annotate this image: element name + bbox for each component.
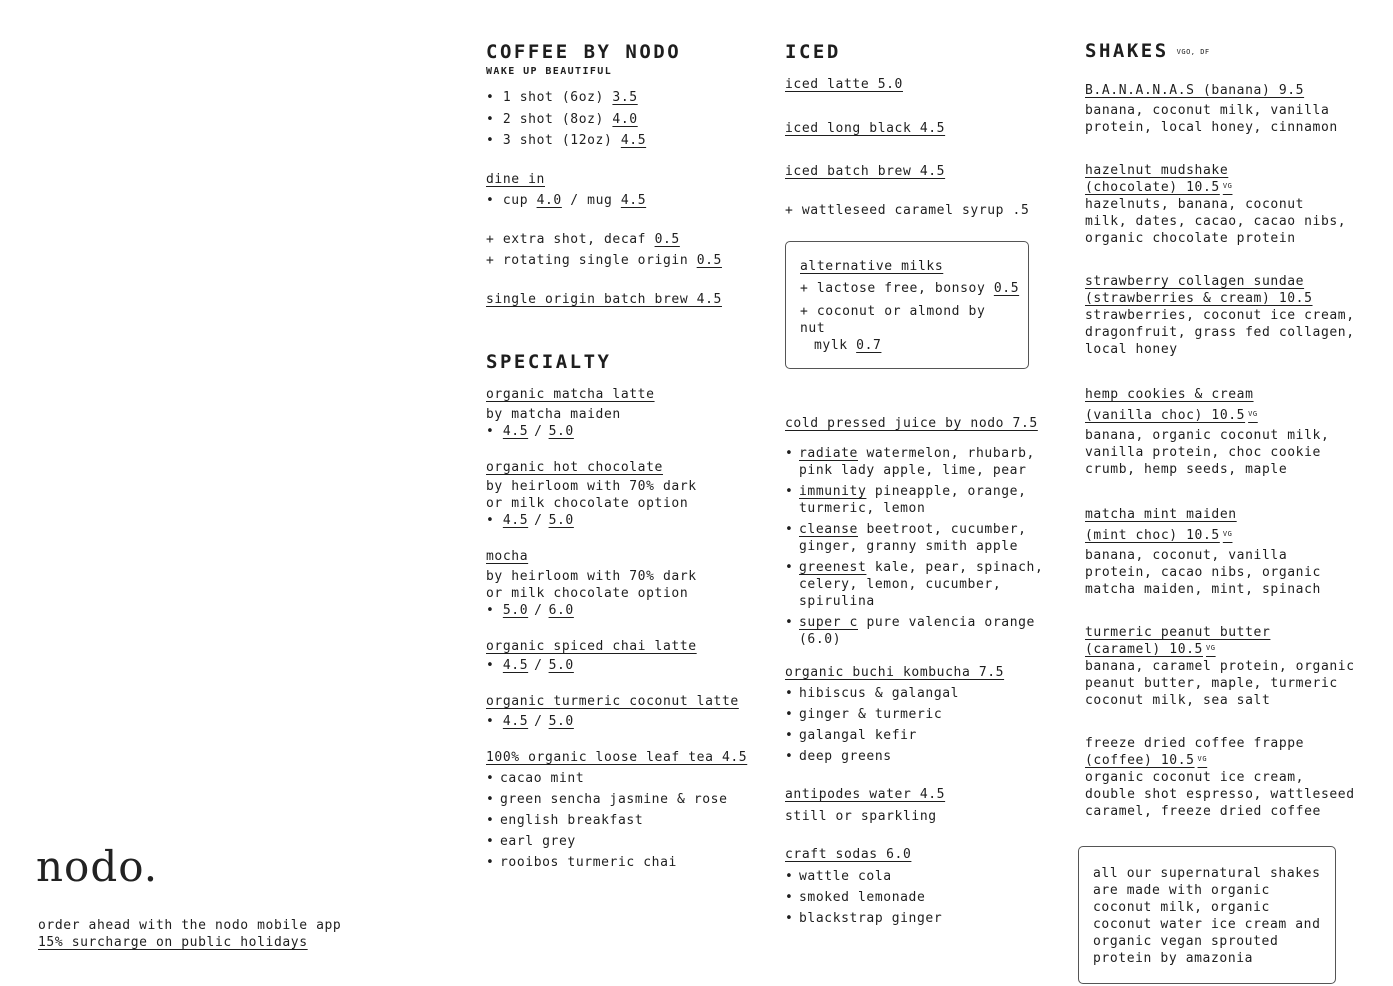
syrup-addon: + wattleseed caramel syrup .5: [785, 200, 1045, 222]
specialty-item: mocha by heirloom with 70% dark or milk chocolate option • 5.0 / 6.0: [486, 546, 756, 619]
kombucha-option: • deep greens: [785, 746, 1045, 767]
coffee-subtitle: WAKE UP BEAUTIFUL: [486, 66, 613, 77]
shot-item: • 2 shot (8oz) 4.0: [486, 109, 756, 131]
shakes-diet-tag: VGO, DF: [1176, 48, 1210, 56]
section-title-iced: ICED: [785, 41, 841, 63]
tea-option: • cacao mint: [486, 768, 756, 789]
shot-item: • 1 shot (6oz) 3.5: [486, 87, 756, 109]
kombucha-option: • galangal kefir: [785, 725, 1045, 746]
juice-item: • radiate watermelon, rhubarb, pink lady apple, lime, pear: [785, 445, 1045, 479]
shake-item: matcha mint maiden (mint choc) 10.5 $^{VG}$ banana, coconut, vanilla protein, cacao nibs, organic matcha maiden, mint, spinach: [1085, 506, 1321, 597]
kombucha-title: organic buchi kombucha 7.5: [785, 664, 1005, 680]
shake-item: turmeric peanut butter (caramel) 10.5 $^{VG}$ banana, caramel protein, organic peanut butter, maple, turmeric coconut milk, sea salt: [1085, 624, 1355, 708]
extra-item: + rotating single origin 0.5: [486, 250, 756, 272]
dine-in-prices: • cup 4.0 / mug 4.5: [486, 190, 756, 212]
shot-list: [486, 87, 756, 152]
juice-title: cold pressed juice by nodo 7.5: [785, 416, 1038, 431]
dine-in-title: dine in: [486, 171, 545, 187]
shake-item: freeze dried coffee frappe (coffee) 10.5 $^{VG}$ organic coconut ice cream, double shot espresso, wattleseed caramel, freeze dried coffee: [1085, 735, 1355, 819]
tea-option: • rooibos turmeric chai: [486, 852, 756, 873]
shake-item: hazelnut mudshake (chocolate) 10.5 $^{VG}$ hazelnuts, banana, coconut milk, dates, cacao, cacao nibs, organic chocolate protein: [1085, 162, 1347, 246]
juice-item: • immunity pineapple, orange, turmeric, lemon: [785, 483, 1045, 517]
soda-option: • blackstrap ginger: [785, 908, 1045, 929]
section-title-coffee: COFFEE BY NODO: [486, 41, 682, 63]
column-coffee: [486, 40, 756, 873]
juice-item: • super c pure valencia orange (6.0): [785, 614, 1045, 648]
batch-brew-item: single origin batch brew 4.5: [486, 291, 722, 307]
alternative-milks-box: alternative milks + lactose free, bonsoy 0.5 + coconut or almond by nut mylk 0.7: [785, 241, 1029, 369]
soda-option: • wattle cola: [785, 866, 1045, 887]
specialty-item: organic turmeric coconut latte • 4.5 / 5.0: [486, 691, 756, 730]
juice-list: [785, 445, 1045, 648]
kombucha-option: • hibiscus & galangal: [785, 683, 1045, 704]
shake-item: B.A.N.A.N.A.S (banana) 9.5 banana, coconut milk, vanilla protein, local honey, cinnamon: [1085, 83, 1338, 135]
specialty-item: organic matcha latte by matcha maiden • 4.5 / 5.0: [486, 384, 756, 440]
tea-section: 100% organic loose leaf tea 4.5 • cacao mint • green sencha jasmine & rose • english breakfast • earl grey • rooibos turmeric chai: [486, 747, 756, 874]
shakes-note-box: all our supernatural shakes are made with organic coconut milk, organic coconut water ice cream and organic vegan sprouted protein by amazonia: [1078, 846, 1336, 984]
juice-item: • cleanse beetroot, cucumber, ginger, granny smith apple: [785, 521, 1045, 555]
soda-option: • smoked lemonade: [785, 887, 1045, 908]
juice-item: • greenest kale, pear, spinach, celery, lemon, cucumber, spirulina: [785, 559, 1045, 610]
shake-item: strawberry collagen sundae (strawberries & cream) 10.5 strawberries, coconut ice cream, dragonfruit, grass fed collagen, local honey: [1085, 273, 1355, 357]
iced-item: iced latte 5.0: [785, 77, 903, 92]
iced-item: iced long black 4.5: [785, 120, 946, 136]
tea-option: • english breakfast: [486, 810, 756, 831]
order-ahead-note: order ahead with the nodo mobile app: [38, 918, 342, 933]
iced-item: iced batch brew 4.5: [785, 164, 946, 179]
brand-logo: nodo.: [36, 842, 159, 891]
sodas-title: craft sodas 6.0: [785, 847, 912, 862]
extra-item: + extra shot, decaf 0.5: [486, 229, 756, 251]
tea-option: • earl grey: [486, 831, 756, 852]
column-shakes: [1085, 40, 1365, 984]
column-iced: [785, 40, 1045, 929]
shot-item: • 3 shot (12oz) 4.5: [486, 130, 756, 152]
section-title-shakes: SHAKES $^{VGO, DF}$: [1085, 40, 1210, 62]
surcharge-note: 15% surcharge on public holidays: [38, 935, 308, 950]
water-title: antipodes water 4.5: [785, 787, 946, 802]
shake-item: hemp cookies & cream (vanilla choc) 10.5 $^{VG}$ banana, organic coconut milk, vanilla protein, choc cookie crumb, hemp seeds, maple: [1085, 386, 1330, 477]
specialty-item: organic spiced chai latte • 4.5 / 5.0: [486, 636, 756, 675]
footer: [38, 917, 341, 951]
kombucha-option: • ginger & turmeric: [785, 704, 1045, 725]
specialty-item: organic hot chocolate by heirloom with 70% dark or milk chocolate option • 4.5 / 5.0: [486, 457, 756, 530]
tea-option: • green sencha jasmine & rose: [486, 789, 756, 810]
water-desc: still or sparkling: [785, 808, 937, 824]
section-title-specialty: SPECIALTY: [486, 351, 612, 373]
